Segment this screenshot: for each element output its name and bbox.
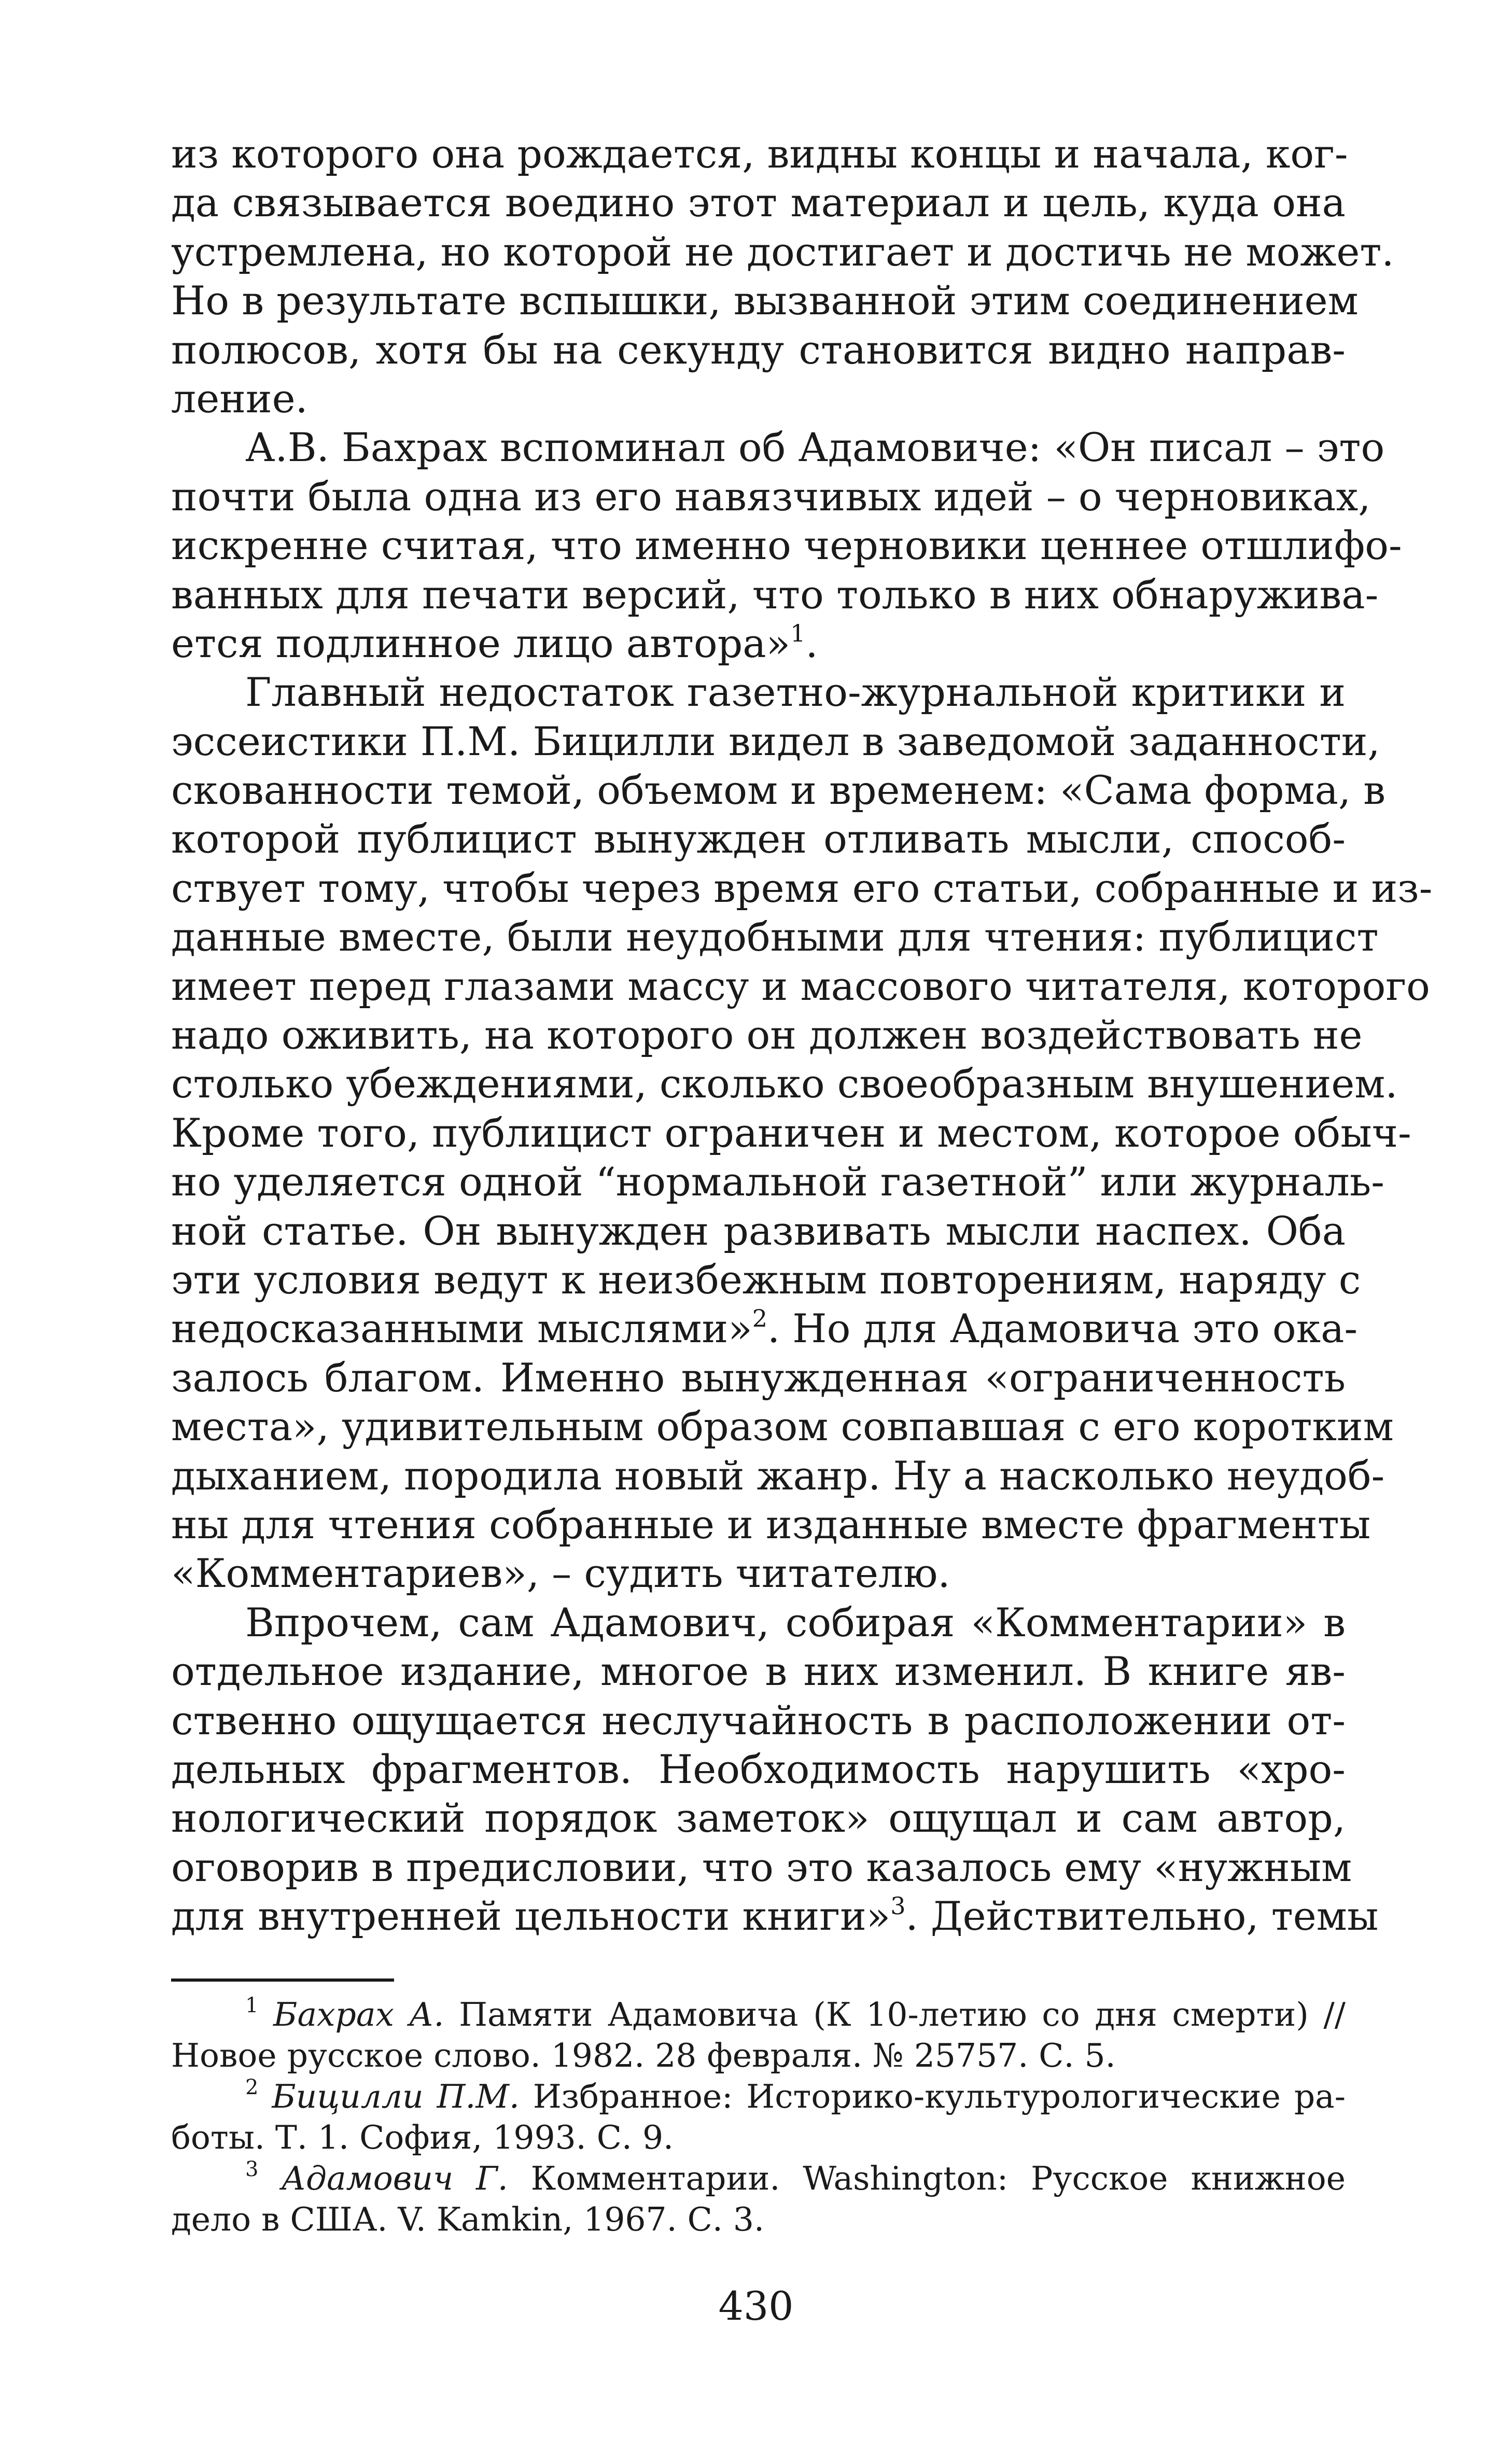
text-fragment: . Но для Адамовича это ока- [767,1305,1358,1352]
text-fragment: . Действительно, темы [905,1893,1379,1940]
text-line: ванных для печати версий, что только в них обнаружива- [171,571,1379,618]
text-line [171,1892,1379,1941]
footnote-author: Бахрах А. [273,1996,444,2033]
text-line: ны для чтения собранные и изданные вместе фрагменты [171,1501,1371,1548]
footnote-line [171,2158,1346,2199]
footnote-ref[interactable]: 2 [752,1304,767,1333]
text-line: надо оживить, на которого он должен воздействовать не [171,1012,1363,1058]
text-line: столько убеждениями, сколько своеобразным внушением. [171,1061,1398,1107]
footnote-line [171,1994,1346,2035]
footnote-text: Избранное: Историко-культурологические ра- [533,2078,1346,2115]
text-line: но уделяется одной “нормальной газетной” или журналь- [171,1159,1384,1205]
text-line: А.В. Бахрах вспоминал об Адамовиче: «Он писал – это [245,424,1385,471]
footnote-author: Бицилли П.М. [272,2078,520,2115]
text-line: эти условия ведут к неизбежным повторениям, наряду с [171,1256,1361,1303]
text-fragment: для внутренней цельности книги» [171,1893,891,1940]
text-line: эссеистики П.М. Бицилли видел в заведомой заданности, [171,718,1380,764]
text-line: ется подлинное лицо автора»$^1$. [171,619,818,666]
text-line: оговорив в предисловии, что это казалось ему «нужным [171,1844,1352,1890]
footnote-line: Новое русское слово. 1982. 28 февраля. № 25757. С. 5. [171,2037,1116,2074]
text-line: ственно ощущается неслучайность в расположении от- [171,1697,1346,1744]
text-line: места», удивительным образом совпавшая с его коротким [171,1403,1394,1450]
footnote-mark: 2 [245,2075,259,2099]
text-line [171,1304,1358,1353]
text-line: дельных фрагментов. Необходимость нарушить «хро- [171,1746,1346,1792]
text-line: ствует тому, чтобы через время его статьи, собранные и из- [171,865,1433,911]
text-line: данные вместе, были неудобными для чтения: публицист [171,914,1379,960]
text-line: Впрочем, сам Адамович, собирая «Комментарии» в [245,1599,1346,1646]
text-line: имеет перед глазами массу и массового читателя, которого [171,963,1430,1009]
text-line: Главный недостаток газетно-журнальной критики и [245,669,1346,716]
footnote-text: Памяти Адамовича (К 10-летию со дня смерти) // [459,1996,1346,2033]
text-line: дыханием, породила новый жанр. Ну а насколько неудоб- [171,1452,1385,1499]
text-line: «Комментариев», – судить читателю. [171,1550,950,1597]
text-line: которой публицист вынужден отливать мысли, способ- [171,816,1346,862]
footnotes [171,1994,1346,2240]
text-line: Но в результате вспышки, вызванной этим соединением [171,277,1359,324]
footnote-mark: 1 [245,1994,259,2017]
footnote-line: дело в США. V. Kamkin, 1967. С. 3. [171,2200,764,2238]
text-fragment: недосказанными мыслями» [171,1305,752,1352]
footnote-author: Адамович Г. [281,2160,508,2197]
footnote-divider [171,1979,394,1982]
body-text [171,130,1433,1941]
text-line: скованности темой, объемом и временем: «Сама форма, в [171,767,1386,814]
footnote-ref[interactable]: 3 [890,1892,906,1920]
text-line: ной статье. Он вынужден развивать мысли наспех. Оба [171,1207,1346,1254]
text-line: да связывается воедино этот материал и цель, куда она [171,179,1346,226]
text-line: ление. [171,375,308,422]
text-line: отдельное издание, многое в них изменил. В книге яв- [171,1648,1346,1695]
text-fragment: ется подлинное лицо автора» [171,620,791,666]
text-line: нологический порядок заметок» ощущал и сам автор, [171,1795,1346,1842]
text-line: из которого она рождается, видны концы и начала, ког- [171,131,1348,177]
footnote-mark: 3 [245,2157,259,2181]
text-line: почти была одна из его навязчивых идей – о черновиках, [171,473,1371,520]
text-line: полюсов, хотя бы на секунду становится видно направ- [171,326,1346,373]
footnote-line: боты. Т. 1. София, 1993. С. 9. [171,2119,674,2156]
footnote-ref[interactable]: 1 [790,619,806,647]
text-line: залось благом. Именно вынужденная «ограниченность [171,1354,1346,1401]
page-number: 430 [718,2283,794,2329]
text-line: искренне считая, что именно черновики ценнее отшлифо- [171,522,1402,569]
footnote-text: Комментарии. Washington: Русское книжное [530,2160,1346,2197]
text-line: Кроме того, публицист ограничен и местом, которое обыч- [171,1109,1411,1156]
text-line: устремлена, но которой не достигает и достичь не может. [171,228,1394,275]
footnote-line [171,2076,1346,2117]
